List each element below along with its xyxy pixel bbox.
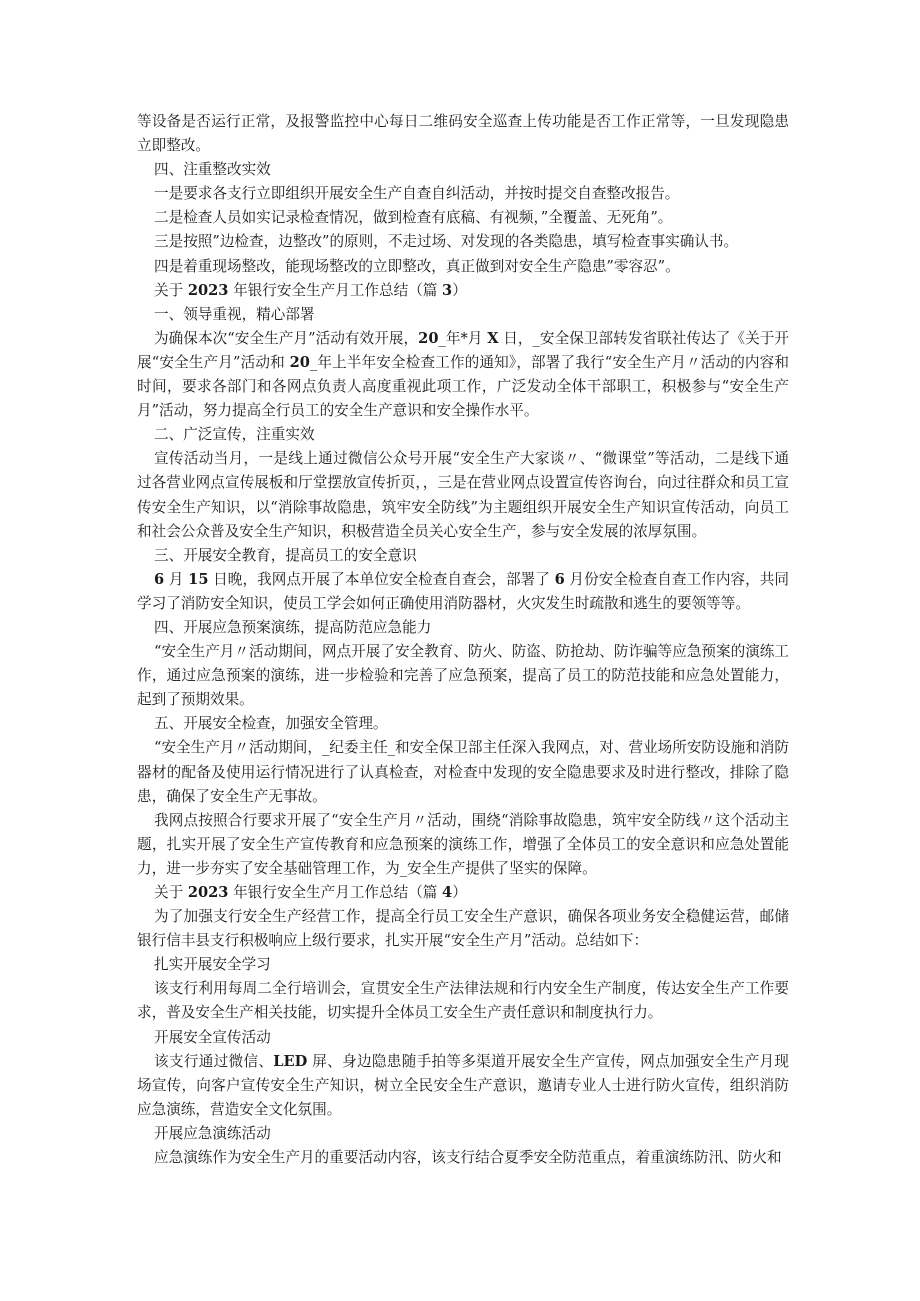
bold-text-run: 2023	[187, 281, 229, 299]
text-run: 关于	[154, 281, 188, 299]
text-run: 该支行利用每周二全行培训会，宣贯安全生产法律法规和行内安全生产制度，传达安全生产工作要求，普及安全生产相关技能，切实提升全体员工安全生产责任意识和制度执行力。	[137, 980, 789, 1022]
text-run: “安全生产月〃活动期间，_纪委主任_和安全保卫部主任深入我网点，对、营业场所安防设施和消防器材的配备及使用运行情况进行了认真检查，对检查中发现的安全隐患要求及时进行整改，排除了隐患，确保了安全生产无事故。	[137, 739, 789, 805]
text-run: 为确保本次“安全生产月”活动有效开展，	[154, 329, 419, 347]
paragraph-p3	[137, 182, 789, 206]
text-run: 开展应急演练活动	[154, 1124, 271, 1142]
bold-text-run: 6	[154, 570, 165, 588]
text-run: 应急演练作为安全生产月的重要活动内容，该支行结合夏季安全防范重点，着重演练防汛、防火和	[154, 1149, 782, 1167]
paragraph-p24	[137, 1050, 789, 1122]
paragraph-p23	[137, 1026, 789, 1050]
text-run: 二、广泛宣传，注重实效	[154, 426, 315, 444]
text-run: 四、开展应急预案演练，提高防范应急能力	[154, 618, 432, 636]
text-run: 年银行安全生产月工作总结（篇	[228, 884, 443, 901]
text-run: _年上半年安全检查工作的通知》，部署了我行“安全生产月〃活动的内容和时间，要求各部门和各网点负责人高度重视此项工作，广泛发动全体干部职工，积极参与“安全生产月”活动，努力提高全行员工的安全生产意识和安全操作水平。	[137, 353, 789, 420]
text-run: 月份安全检查自查工作内容，共同学习了消防安全知识，使员工学会如何正确使用消防器材，火灾发生时疏散和逃生的要领等等。	[137, 570, 789, 612]
text-run: 一是要求各支行立即组织开展安全生产自查自纠活动，并按时提交自查整改报告。	[154, 185, 680, 203]
paragraph-p20	[137, 905, 789, 953]
text-run: 关于	[154, 884, 188, 901]
bold-text-run: 15	[188, 570, 209, 588]
text-run: 四是着重现场整改，能现场整改的立即整改，真正做到对安全生产隐患”零容忍”。	[154, 257, 680, 275]
text-run: 屏、身边隐患随手拍等多渠道开展安全生产宣传，网点加强安全生产月现场宣传，向客户宣传安全生产知识，树立全民安全生产意识，邀请专业人士进行防火宣传，组织消防应急演练，营造安全文化氛围。	[137, 1052, 789, 1118]
text-run: 为了加强支行安全生产经营工作，提高全行员工安全生产意识，确保各项业务安全稳健运营，邮储银行信丰县支行积极响应上级行要求，扎实开展“安全生产月”活动。总结如下：	[137, 908, 789, 950]
bold-text-run: X	[487, 329, 499, 347]
text-run: 年银行安全生产月工作总结（篇	[228, 281, 443, 299]
paragraph-p21	[137, 953, 789, 977]
paragraph-p19	[137, 881, 789, 905]
text-run: 月	[164, 570, 189, 588]
text-run: 日晚，我网点开展了本单位安全检查自查会，部署了	[208, 570, 555, 588]
paragraph-p15	[137, 640, 789, 712]
paragraph-p16	[137, 712, 789, 736]
paragraph-p1	[137, 110, 789, 158]
paragraph-p22	[137, 977, 789, 1025]
text-run: 日，_安全保卫部转发省联社传达了《关于开展“安全生产月”活动和	[137, 329, 789, 371]
paragraph-p5	[137, 230, 789, 254]
paragraph-p10	[137, 423, 789, 447]
bold-text-run: LED	[273, 1052, 308, 1070]
text-run: ）	[452, 884, 467, 901]
paragraph-p8	[137, 303, 789, 327]
paragraph-p26	[137, 1146, 789, 1170]
paragraph-p18	[137, 809, 789, 881]
bold-text-run: 20	[289, 353, 310, 371]
bold-text-run: 6	[554, 570, 565, 588]
text-run: 三、开展安全教育，提高员工的安全意识	[154, 546, 417, 564]
text-run: 三是按照”边检查，边整改”的原则，不走过场、对发现的各类隐患，填写检查事实确认书。	[154, 233, 739, 251]
bold-text-run: 20	[418, 329, 439, 347]
paragraph-p2	[137, 158, 789, 182]
paragraph-p13	[137, 568, 789, 616]
document-body	[137, 110, 789, 1170]
bold-text-run: 4	[442, 884, 453, 901]
bold-text-run: 2023	[187, 884, 229, 901]
text-run: 扎实开展安全学习	[154, 956, 271, 974]
paragraph-p14	[137, 616, 789, 640]
paragraph-p9	[137, 327, 789, 423]
paragraph-p17	[137, 736, 789, 808]
text-run: _年*月	[438, 329, 488, 347]
text-run: 我网点按照合行要求开展了“安全生产月〃活动，围绕“消除事故隐患，筑牢安全防线〃这个活动主题，扎实开展了安全生产宣传教育和应急预案的演练工作，增强了全体员工的安全意识和应急处置能力，进一步夯实了安全基础管理工作，为_安全生产提供了坚实的保障。	[137, 811, 789, 877]
paragraph-p7	[137, 279, 789, 303]
text-run: 该支行通过微信、	[154, 1052, 274, 1070]
text-run: 开展安全宣传活动	[154, 1028, 271, 1046]
text-run: 等设备是否运行正常，及报警监控中心每日二维码安全巡查上传功能是否工作正常等，一旦发现隐患立即整改。	[137, 113, 789, 155]
text-run: “安全生产月〃活动期间，网点开展了安全教育、防火、防盗、防抢劫、防诈骗等应急预案的演练工作，通过应急预案的演练，进一步检验和完善了应急预案，提高了员工的防范技能和应急处置能力，起到了预期效果。	[137, 643, 789, 709]
text-run: 二是检查人员如实记录检查情况，做到检查有底稿、有视频，”全覆盖、无死角”。	[154, 209, 673, 227]
paragraph-p4	[137, 206, 789, 230]
text-run: ）	[452, 281, 467, 299]
text-run: 一、领导重视，精心部署	[154, 305, 315, 323]
text-run: 宣传活动当月，一是线上通过微信公众号开展“安全生产大家谈〃、“微课堂”等活动，二是线下通过各营业网点宣传展板和厅堂摆放宣传折页，，三是在营业网点设置宣传咨询台，向过往群众和员工宣传安全生产知识，以“消除事故隐患，筑牢安全防线”为主题组织开展安全生产知识宣传活动，向员工和社会公众普及安全生产知识，积极营造全员关心安全生产，参与安全发展的浓厚氛围。	[137, 450, 789, 540]
paragraph-p6	[137, 255, 789, 279]
bold-text-run: 3	[442, 281, 453, 299]
paragraph-p12	[137, 544, 789, 568]
text-run: 五、开展安全检查，加强安全管理。	[154, 715, 388, 733]
paragraph-p11	[137, 447, 789, 543]
text-run: 四、注重整改实效	[154, 161, 271, 179]
paragraph-p25	[137, 1122, 789, 1146]
